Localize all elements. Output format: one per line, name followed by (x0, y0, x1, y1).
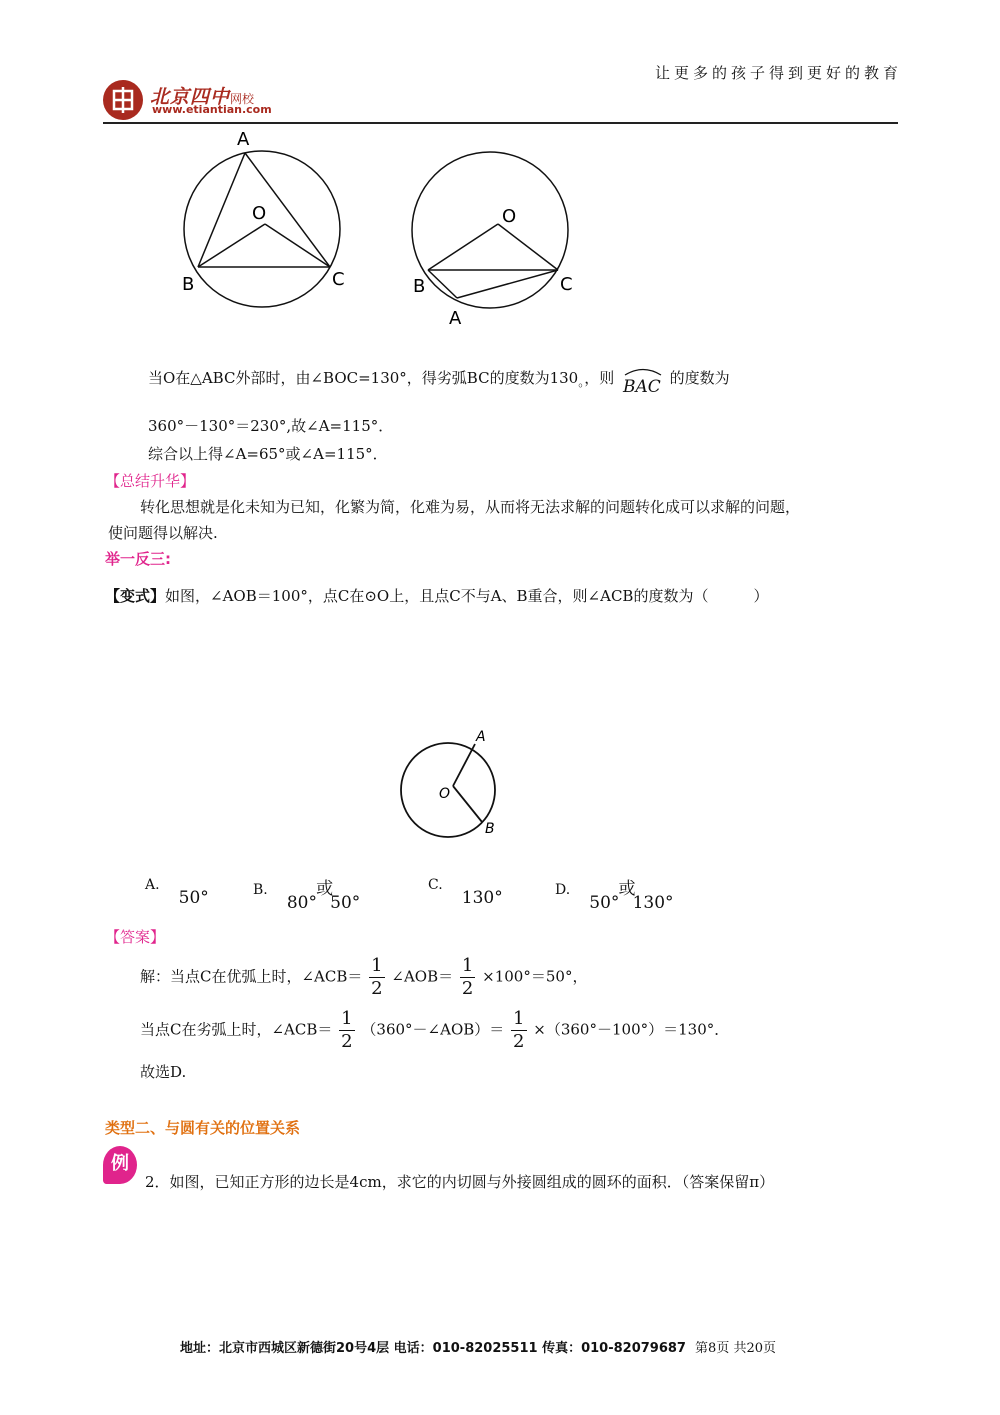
logo-url: www.etiantian.com (152, 103, 272, 116)
variant-question: 【变式】如图，∠AOB＝100°，点C在⊙O上，且点C不与A、B重合，则∠ACB的度数为（ ） (105, 587, 769, 605)
solution-line-2: 360°－130°＝230°,故∠A=115°． (148, 417, 394, 435)
fig1-label-c: C (332, 269, 345, 290)
option-c[interactable]: C. 130° (428, 877, 503, 908)
arc-bac: BAC (623, 368, 661, 388)
answer-title: 【答案】 (105, 928, 166, 946)
fig2-label-o: O (502, 206, 517, 227)
question-2: 2．如图，已知正方形的边长是4cm，求它的内切圆与外接圆组成的圆环的面积．（答案保留π） (145, 1173, 775, 1191)
fraction-half: $\frac{1}{2}$ (513, 1008, 525, 1052)
fig3-label-a: A (476, 729, 486, 745)
fraction-half: $\frac{1}{2}$ (341, 1008, 353, 1052)
answer-line-1: 解：当点C在优弧上时，∠ACB＝ $\frac{1}{2}$ ∠AOB＝ $\frac{1}{2}$ ×100°＝50°， (140, 955, 588, 999)
fig2-label-c: C (560, 274, 573, 295)
fraction-half: $\frac{1}{2}$ (371, 955, 383, 999)
example-badge: 例 (103, 1146, 137, 1184)
option-a[interactable]: A. 50° (145, 877, 209, 908)
answer-line-3: 故选D. (140, 1063, 187, 1081)
solution-line-3: 综合以上得∠A=65°或∠A=115°． (148, 445, 388, 463)
practice-title: 举一反三: (105, 550, 171, 568)
answer-line-2: 当点C在劣弧上时，∠ACB＝ $\frac{1}{2}$ （360°－∠AOB）＝ $\frac{1}{2}$ ×（360°－100°）＝130°． (140, 1008, 730, 1052)
logo-emblem-icon (103, 80, 143, 120)
section-title: 类型二、与圆有关的位置关系 (105, 1119, 301, 1137)
solution-line-1: 当O在△ABC外部时，由∠BOC=130°，得劣弧BC的度数为$130_。$，则 BAC 的度数为 (148, 369, 730, 397)
fig1-label-b: B (182, 274, 195, 295)
figure-2-circle (405, 150, 585, 330)
fig3-label-b: B (485, 821, 495, 837)
figure-3-circle (395, 725, 505, 845)
fig3-label-o: O (439, 786, 451, 802)
fig2-label-a: A (449, 308, 462, 329)
fig1-label-a: A (237, 129, 250, 150)
summary-line-1: 转化思想就是化未知为已知，化繁为简，化难为易，从而将无法求解的问题转化成可以求解的问题， (140, 498, 801, 516)
summary-title: 【总结升华】 (105, 472, 196, 490)
fig2-label-b: B (413, 276, 426, 297)
header-slogan: 让更多的孩子得到更好的教育 (655, 64, 903, 82)
footer: 地址：北京市西城区新德街20号4层 电话：010-82025511 传真：010-82079687 第8页 共20页 (180, 1341, 776, 1356)
option-d[interactable]: D. 50° 或 130° (555, 879, 674, 913)
fig1-label-o: O (252, 203, 267, 224)
option-b[interactable]: B. 80° 或 50° (253, 879, 361, 913)
logo-name: 北京四中网校 (150, 86, 255, 108)
summary-line-2: 使问题得以解决. (108, 524, 218, 542)
figure-1-circle (180, 125, 360, 340)
fraction-half: $\frac{1}{2}$ (461, 955, 474, 999)
header-divider (103, 122, 898, 124)
